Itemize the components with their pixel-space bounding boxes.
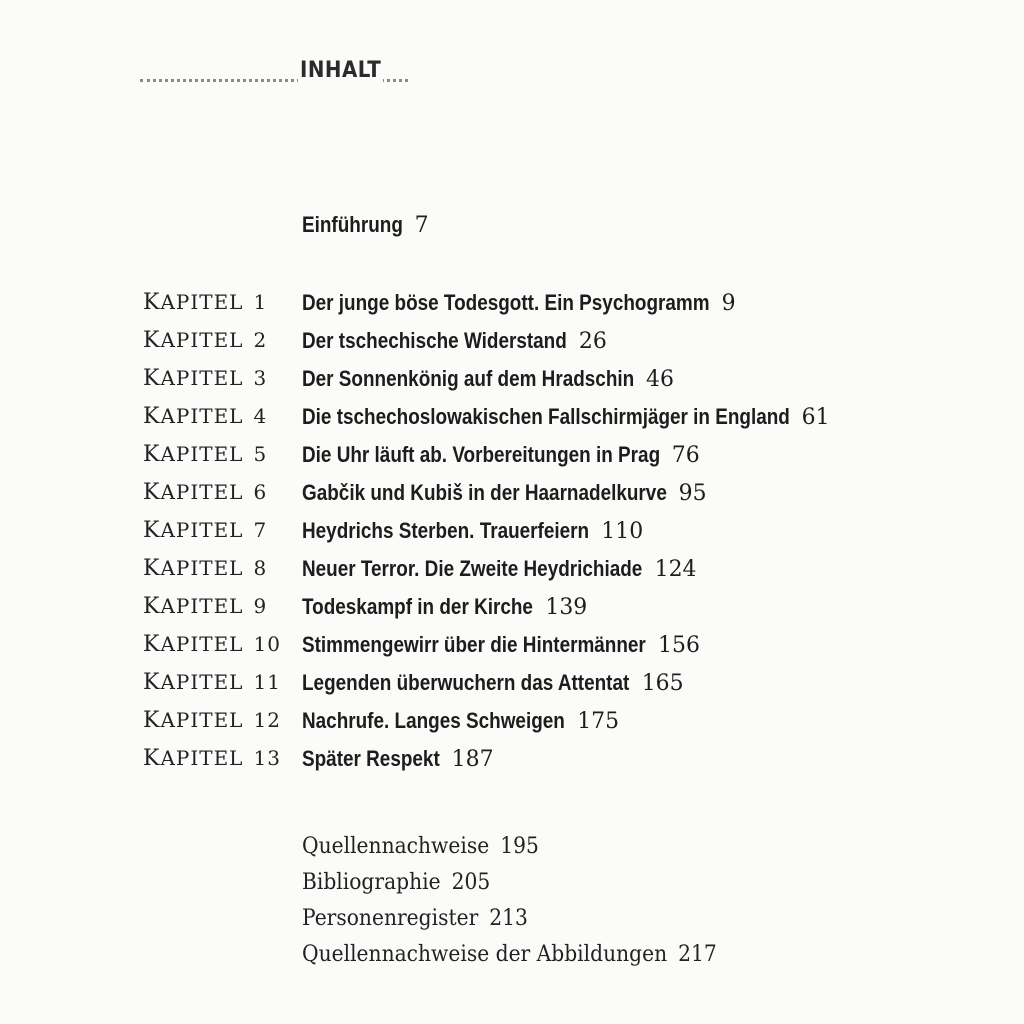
chapter-label — [143, 404, 267, 429]
chapter-title-text: Stimmengewirr über die Hintermänner — [302, 632, 646, 657]
chapter-number: 7 — [253, 518, 268, 542]
chapter-title-text: Die tschechoslowakischen Fallschirmjäger in England — [302, 404, 790, 429]
chapter-number: 8 — [253, 556, 268, 580]
chapter-title — [302, 366, 675, 392]
appendix-page-number: 213 — [489, 906, 528, 931]
chapter-entry — [0, 480, 1024, 518]
chapter-number: 3 — [253, 366, 268, 390]
chapter-title — [302, 290, 734, 316]
appendix-page-number: 195 — [500, 834, 539, 859]
chapter-prefix: KAPITEL — [143, 556, 244, 581]
chapter-title — [302, 328, 607, 354]
appendix-entry — [302, 870, 717, 906]
chapter-page-number: 156 — [657, 633, 700, 658]
chapter-title-text: Nachrufe. Langes Schweigen — [302, 708, 565, 733]
chapter-entry — [0, 442, 1024, 480]
chapter-title — [302, 632, 700, 658]
chapter-entry — [0, 556, 1024, 594]
chapter-page-number: 175 — [576, 709, 619, 734]
chapter-label — [143, 328, 267, 353]
appendix-title: Bibliographie — [302, 870, 441, 895]
chapter-entry — [0, 290, 1024, 328]
chapter-entry — [0, 708, 1024, 746]
chapter-entry — [0, 366, 1024, 404]
appendix-page-number: 205 — [451, 870, 491, 895]
chapter-label — [143, 366, 267, 391]
chapter-title-text: Gabčik und Kubiš in der Haarnadelkurve — [302, 480, 667, 505]
chapter-prefix: KAPITEL — [143, 366, 244, 391]
chapter-entry — [0, 746, 1024, 784]
chapter-entry — [0, 670, 1024, 708]
chapter-page-number: 139 — [544, 595, 587, 620]
intro-title: Einführung — [302, 212, 403, 237]
chapter-page-number: 9 — [721, 291, 736, 316]
intro-page-number: 7 — [414, 213, 429, 238]
chapter-page-number: 124 — [654, 557, 697, 582]
page-title: INHALT — [300, 58, 382, 83]
chapter-prefix: KAPITEL — [143, 290, 244, 315]
chapter-prefix: KAPITEL — [143, 670, 244, 695]
appendix-title: Quellennachweise — [302, 834, 490, 859]
chapter-label — [143, 442, 267, 467]
chapter-title-text: Der Sonnenkönig auf dem Hradschin — [302, 366, 635, 391]
chapter-prefix: KAPITEL — [143, 328, 244, 353]
chapter-entry — [0, 518, 1024, 556]
chapter-title — [302, 480, 707, 506]
chapter-page-number: 26 — [578, 329, 607, 354]
chapter-title-text: Der junge böse Todesgott. Ein Psychogramm — [302, 290, 710, 315]
chapter-title-text: Neuer Terror. Die Zweite Heydrichiade — [302, 556, 643, 581]
chapter-prefix: KAPITEL — [143, 404, 244, 429]
chapter-number: 9 — [253, 594, 268, 618]
chapter-number: 1 — [253, 290, 268, 314]
chapter-title — [302, 670, 684, 696]
chapter-number: 12 — [253, 708, 281, 732]
chapter-number: 10 — [253, 632, 281, 656]
chapter-number: 2 — [253, 328, 268, 352]
appendix-entry — [302, 834, 717, 870]
chapter-label — [143, 746, 281, 771]
chapter-label — [143, 518, 267, 543]
appendix-entry — [302, 906, 717, 942]
chapter-title-text: Legenden überwuchern das Attentat — [302, 670, 630, 695]
chapter-entry — [0, 632, 1024, 670]
chapter-number: 6 — [253, 480, 268, 504]
chapter-label — [143, 670, 281, 695]
chapter-page-number: 61 — [801, 405, 830, 430]
chapter-title — [302, 594, 587, 620]
chapter-prefix: KAPITEL — [143, 442, 244, 467]
chapter-label — [143, 480, 267, 505]
chapter-prefix: KAPITEL — [143, 518, 244, 543]
appendix-title: Quellennachweise der Abbildungen — [302, 942, 668, 967]
chapter-page-number: 95 — [678, 481, 707, 506]
chapter-prefix: KAPITEL — [143, 632, 244, 657]
chapter-label — [143, 708, 281, 733]
chapter-page-number: 76 — [672, 443, 701, 468]
chapter-page-number: 187 — [451, 747, 494, 772]
appendix-page-number: 217 — [678, 942, 717, 967]
chapter-title-text: Todeskampf in der Kirche — [302, 594, 533, 619]
chapter-title-text: Später Respekt — [302, 746, 440, 771]
chapter-page-number: 110 — [601, 519, 644, 544]
intro-entry — [302, 212, 427, 238]
chapter-prefix: KAPITEL — [143, 480, 244, 505]
appendix-entry — [302, 942, 717, 978]
chapter-label — [143, 594, 267, 619]
chapter-title — [302, 442, 701, 468]
chapter-title — [302, 746, 494, 772]
chapter-list — [0, 290, 1024, 784]
chapter-number: 13 — [253, 746, 281, 770]
chapter-number: 4 — [253, 404, 268, 428]
chapter-page-number: 46 — [646, 367, 675, 392]
chapter-title-text: Der tschechische Widerstand — [302, 328, 567, 353]
chapter-entry — [0, 594, 1024, 632]
chapter-prefix: KAPITEL — [143, 708, 244, 733]
chapter-prefix: KAPITEL — [143, 746, 244, 771]
chapter-label — [143, 290, 267, 315]
chapter-prefix: KAPITEL — [143, 594, 244, 619]
chapter-number: 5 — [253, 442, 268, 466]
chapter-page-number: 165 — [641, 671, 684, 696]
chapter-number: 11 — [253, 670, 281, 694]
appendix-list — [302, 834, 753, 978]
chapter-title — [302, 404, 830, 430]
chapter-label — [143, 632, 281, 657]
appendix-title: Personenregister — [302, 906, 479, 931]
chapter-title — [302, 708, 619, 734]
chapter-title — [302, 556, 697, 582]
chapter-title — [302, 518, 644, 544]
chapter-entry — [0, 404, 1024, 442]
chapter-title-text: Die Uhr läuft ab. Vorbereitungen in Prag — [302, 442, 661, 467]
chapter-entry — [0, 328, 1024, 366]
chapter-label — [143, 556, 267, 581]
chapter-title-text: Heydrichs Sterben. Trauerfeiern — [302, 518, 590, 543]
